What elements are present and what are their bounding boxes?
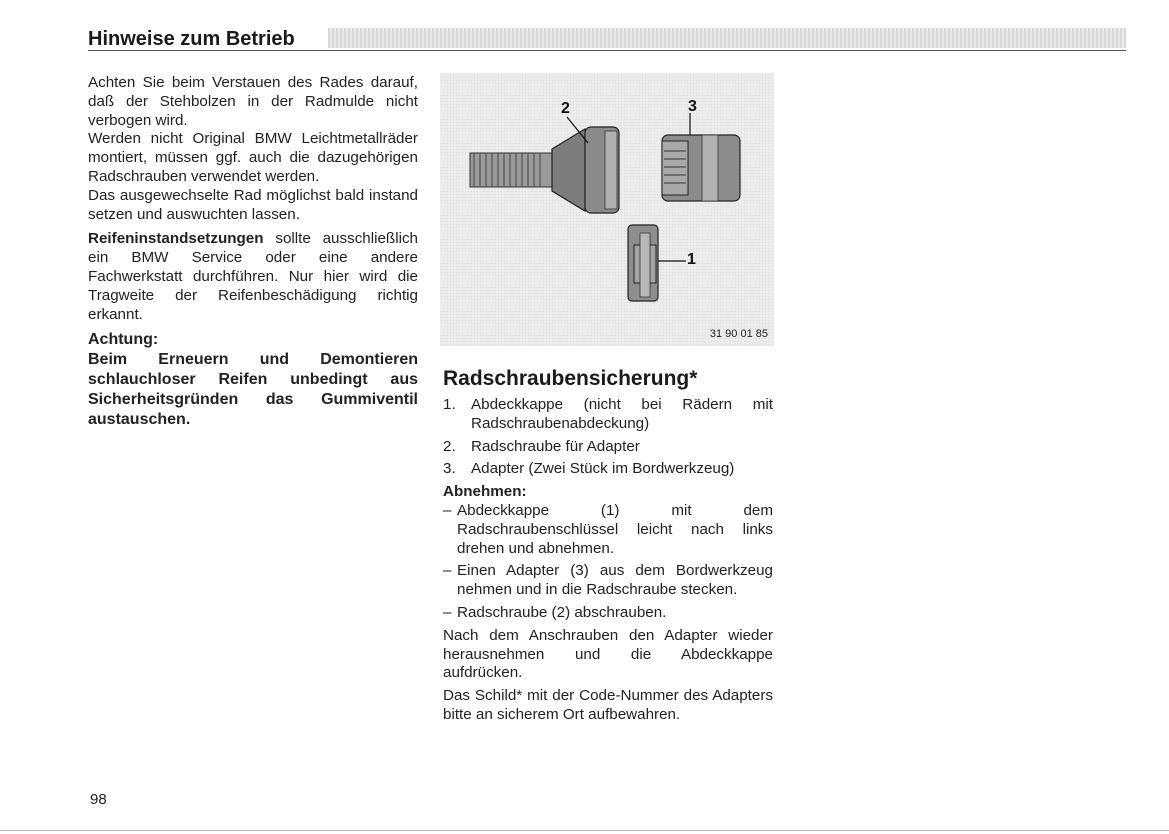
header-rule (88, 50, 1126, 51)
list-item (443, 438, 773, 457)
label-one: 1 (687, 251, 696, 268)
paragraph-reifeninstandsetzungen (88, 230, 418, 324)
reifeninstandsetzungen-text: sollte ausschließlich ein BMW Service oder eine andere Fachwerkstatt durchführen. Nur hier wird die Tragweite der Reifenbeschädigung richtig erkannt. (88, 230, 418, 323)
warning-text: Beim Erneuern und Demontieren schlauchloser Reifen unbedingt aus Sicherheitsgründen das Gummiventil austauschen. (88, 351, 418, 429)
page-number: 98 (90, 791, 107, 808)
cover-cap-icon (628, 225, 686, 301)
lug-bolt-icon (470, 127, 619, 213)
step-dash: – (443, 603, 452, 621)
right-column (443, 366, 773, 725)
step-item (443, 604, 773, 623)
list-item-text: Abdeckkappe (nicht bei Rädern mit Radschraubenabdeckung) (471, 396, 773, 432)
list-item (443, 396, 773, 434)
step-dash: – (443, 501, 452, 519)
paragraph-code-schild: Das Schild* mit der Code-Nummer des Adapters bitte an sicherem Ort aufbewahren. (443, 687, 773, 723)
section-title: Radschraubensicherung* (443, 367, 698, 390)
wheel-lock-parts-drawing (440, 73, 774, 346)
step-text: Abdeckkappe (1) mit dem Radschraubenschlüssel leicht nach links drehen und abnehmen. (457, 501, 773, 557)
step-text: Einen Adapter (3) aus dem Bordwerkzeug nehmen und in die Radschraube stecken. (457, 562, 773, 599)
wheel-lock-illustration (440, 73, 774, 346)
step-text: Radschraube (2) abschrauben. (457, 603, 667, 621)
page-title: Hinweise zum Betrieb (88, 26, 303, 52)
list-item (443, 460, 773, 479)
step-item (443, 562, 773, 600)
reifeninstandsetzungen-term: Reifeninstandsetzungen (88, 230, 264, 248)
bottom-rule (0, 830, 1169, 831)
list-item-number: 2. (443, 437, 456, 455)
warning-label: Achtung: (88, 331, 159, 349)
paragraph-auswuchten: Das ausgewechselte Rad möglichst bald instand setzen und auswuchten lassen. (88, 186, 418, 223)
list-item-text: Radschraube für Adapter (471, 437, 640, 455)
adapter-icon (662, 113, 740, 201)
list-item-text: Adapter (Zwei Stück im Bordwerkzeug) (471, 460, 735, 478)
left-column (88, 74, 418, 430)
list-item-number: 3. (443, 460, 456, 478)
label-two: 2 (561, 100, 570, 117)
paragraph-leichtmetallraeder: Werden nicht Original BMW Leichtmetallräder montiert, müssen ggf. auch die dazugehörigen Radschrauben verwendet werden. (88, 130, 418, 185)
page-header (88, 26, 1126, 52)
step-item (443, 502, 773, 558)
paragraph-stehbolzen: Achten Sie beim Verstauen des Rades darauf, daß der Stehbolzen in der Radmulde nicht verbogen wird. (88, 74, 418, 129)
step-dash: – (443, 562, 452, 580)
subsection-title: Abnehmen: (443, 483, 527, 501)
header-bar (328, 28, 1126, 48)
label-three: 3 (688, 98, 697, 115)
list-item-number: 1. (443, 396, 456, 413)
figure-code: 31 90 01 85 (709, 328, 768, 340)
paragraph-adapter-entnehmen: Nach dem Anschrauben den Adapter wieder herausnehmen und die Abdeckkappe aufdrücken. (443, 626, 773, 682)
